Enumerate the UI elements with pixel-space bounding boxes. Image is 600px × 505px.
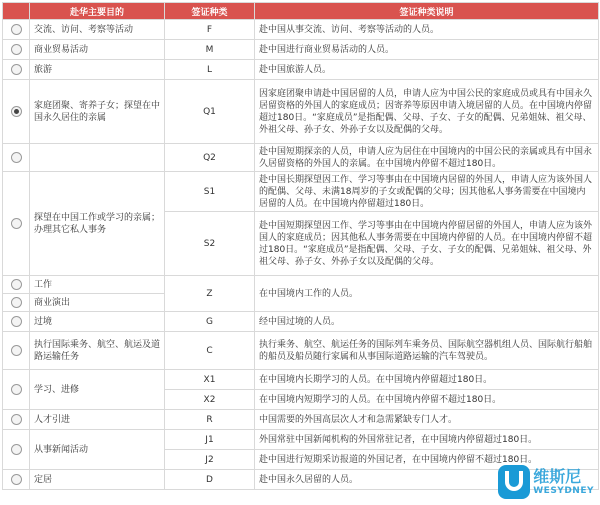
visa-type-cell: D — [165, 470, 255, 490]
radio-cell — [3, 370, 30, 410]
radio-cell — [3, 144, 30, 172]
purpose-cell: 人才引进 — [30, 410, 165, 430]
purpose-cell: 家庭团聚、寄养子女；探望在中国永久居住的亲属 — [30, 80, 165, 144]
radio-cell — [3, 60, 30, 80]
radio-cell — [3, 312, 30, 332]
row-radio[interactable] — [11, 279, 22, 290]
row-radio[interactable] — [11, 106, 22, 117]
description-cell: 赴中国短期探望因工作、学习等事由在中国境内停留居留的外国人，申请人应为该外国人的家庭成员；因其他私人事务需要在中国境内停留的人员。在中国境内停留不超过180日。“家庭成员”是指配偶、父母、子女、子女的配偶、兄弟姐妹、祖父母、外祖父母、孙子女、外孙子女以及配偶的父母。 — [255, 212, 599, 276]
logo-cn-text: 维斯尼 — [533, 469, 594, 485]
table-row — [3, 144, 599, 172]
purpose-cell: 商业贸易活动 — [30, 40, 165, 60]
table-header-row — [3, 3, 599, 20]
purpose-cell: 学习、进修 — [30, 370, 165, 410]
table-row — [3, 410, 599, 430]
description-cell: 赴中国从事交流、访问、考察等活动的人员。 — [255, 20, 599, 40]
radio-cell — [3, 40, 30, 60]
visa-type-cell: Q2 — [165, 144, 255, 172]
row-radio[interactable] — [11, 474, 22, 485]
visa-type-cell: J1 — [165, 430, 255, 450]
table-row — [3, 60, 599, 80]
radio-cell — [3, 172, 30, 276]
description-cell: 经中国过境的人员。 — [255, 312, 599, 332]
visa-type-cell: X2 — [165, 390, 255, 410]
radio-cell — [3, 294, 30, 312]
purpose-cell: 定居 — [30, 470, 165, 490]
purpose-cell: 商业演出 — [30, 294, 165, 312]
purpose-cell: 交流、访问、考察等活动 — [30, 20, 165, 40]
table-row — [3, 312, 599, 332]
header-visa-type: 签证种类 — [165, 3, 255, 20]
visa-type-cell: S1 — [165, 172, 255, 212]
description-cell: 因家庭团聚申请赴中国居留的人员，申请人应为中国公民的家庭成员或具有中国永久居留资格的外国人的家庭成员；因寄养等原因申请入境居留的人员。在中国境内停留超过180日。“家庭成员”是指配偶、父母、子女、子女的配偶、兄弟姐妹、祖父母、外祖父母、孙子女、外孙子女以及配偶的父母。 — [255, 80, 599, 144]
row-radio[interactable] — [11, 44, 22, 55]
purpose-cell — [30, 144, 165, 172]
table-row — [3, 172, 599, 212]
purpose-cell: 过境 — [30, 312, 165, 332]
table-row — [3, 80, 599, 144]
visa-type-cell: G — [165, 312, 255, 332]
description-cell: 执行乘务、航空、航运任务的国际列车乘务员、国际航空器机组人员、国际航行船舶的船员及船员随行家属和从事国际道路运输的汽车驾驶员。 — [255, 332, 599, 370]
row-radio[interactable] — [11, 297, 22, 308]
radio-cell — [3, 276, 30, 294]
visa-type-cell: Z — [165, 276, 255, 312]
table-row — [3, 40, 599, 60]
radio-cell — [3, 20, 30, 40]
header-description: 签证种类说明 — [255, 3, 599, 20]
visa-type-cell: M — [165, 40, 255, 60]
radio-cell — [3, 430, 30, 470]
table-row — [3, 276, 599, 294]
table-row — [3, 20, 599, 40]
visa-type-cell: L — [165, 60, 255, 80]
description-cell: 赴中国进行短期采访报道的外国记者，在中国境内停留不超过180日。 — [255, 450, 599, 470]
visa-type-cell: C — [165, 332, 255, 370]
row-radio[interactable] — [11, 316, 22, 327]
description-cell: 赴中国长期探望因工作、学习等事由在中国境内居留的外国人，申请人应为该外国人的配偶、父母、未满18周岁的子女或配偶的父母；因其他私人事务需要在中国境内居留的人员。在中国境内停留超过180日。 — [255, 172, 599, 212]
purpose-cell: 执行国际乘务、航空、航运及道路运输任务 — [30, 332, 165, 370]
row-radio[interactable] — [11, 444, 22, 455]
row-radio[interactable] — [11, 152, 22, 163]
row-radio[interactable] — [11, 64, 22, 75]
table-row — [3, 470, 599, 490]
radio-cell — [3, 410, 30, 430]
radio-cell — [3, 80, 30, 144]
table-row — [3, 332, 599, 370]
purpose-cell: 从事新闻活动 — [30, 430, 165, 470]
table-row — [3, 370, 599, 390]
visa-type-cell: S2 — [165, 212, 255, 276]
table-row — [3, 430, 599, 450]
purpose-cell: 工作 — [30, 276, 165, 294]
row-radio[interactable] — [11, 24, 22, 35]
description-cell: 在中国境内短期学习的人员。在中国境内停留不超过180日。 — [255, 390, 599, 410]
row-radio[interactable] — [11, 414, 22, 425]
visa-type-cell: X1 — [165, 370, 255, 390]
logo-en-text: WESYDNEY — [533, 487, 594, 496]
visa-type-cell: J2 — [165, 450, 255, 470]
visa-type-cell: F — [165, 20, 255, 40]
description-cell: 在中国境内长期学习的人员。在中国境内停留超过180日。 — [255, 370, 599, 390]
header-radio — [3, 3, 30, 20]
visa-type-cell: R — [165, 410, 255, 430]
purpose-cell: 旅游 — [30, 60, 165, 80]
row-radio[interactable] — [11, 345, 22, 356]
description-cell: 在中国境内工作的人员。 — [255, 276, 599, 312]
description-cell: 赴中国旅游人员。 — [255, 60, 599, 80]
row-radio[interactable] — [11, 384, 22, 395]
radio-cell — [3, 470, 30, 490]
radio-cell — [3, 332, 30, 370]
description-cell: 外国常驻中国新闻机构的外国常驻记者，在中国境内停留超过180日。 — [255, 430, 599, 450]
description-cell: 赴中国永久居留的人员。 — [255, 470, 599, 490]
row-radio[interactable] — [11, 218, 22, 229]
description-cell: 赴中国短期探亲的人员，申请人应为居住在中国境内的中国公民的亲属或具有中国永久居留资格的外国人的亲属。在中国境内停留不超过180日。 — [255, 144, 599, 172]
header-purpose: 赴华主要目的 — [30, 3, 165, 20]
description-cell: 中国需要的外国高层次人才和急需紧缺专门人才。 — [255, 410, 599, 430]
description-cell: 赴中国进行商业贸易活动的人员。 — [255, 40, 599, 60]
visa-type-table — [2, 2, 599, 490]
visa-type-cell: Q1 — [165, 80, 255, 144]
purpose-cell: 探望在中国工作或学习的亲属；办理其它私人事务 — [30, 172, 165, 276]
